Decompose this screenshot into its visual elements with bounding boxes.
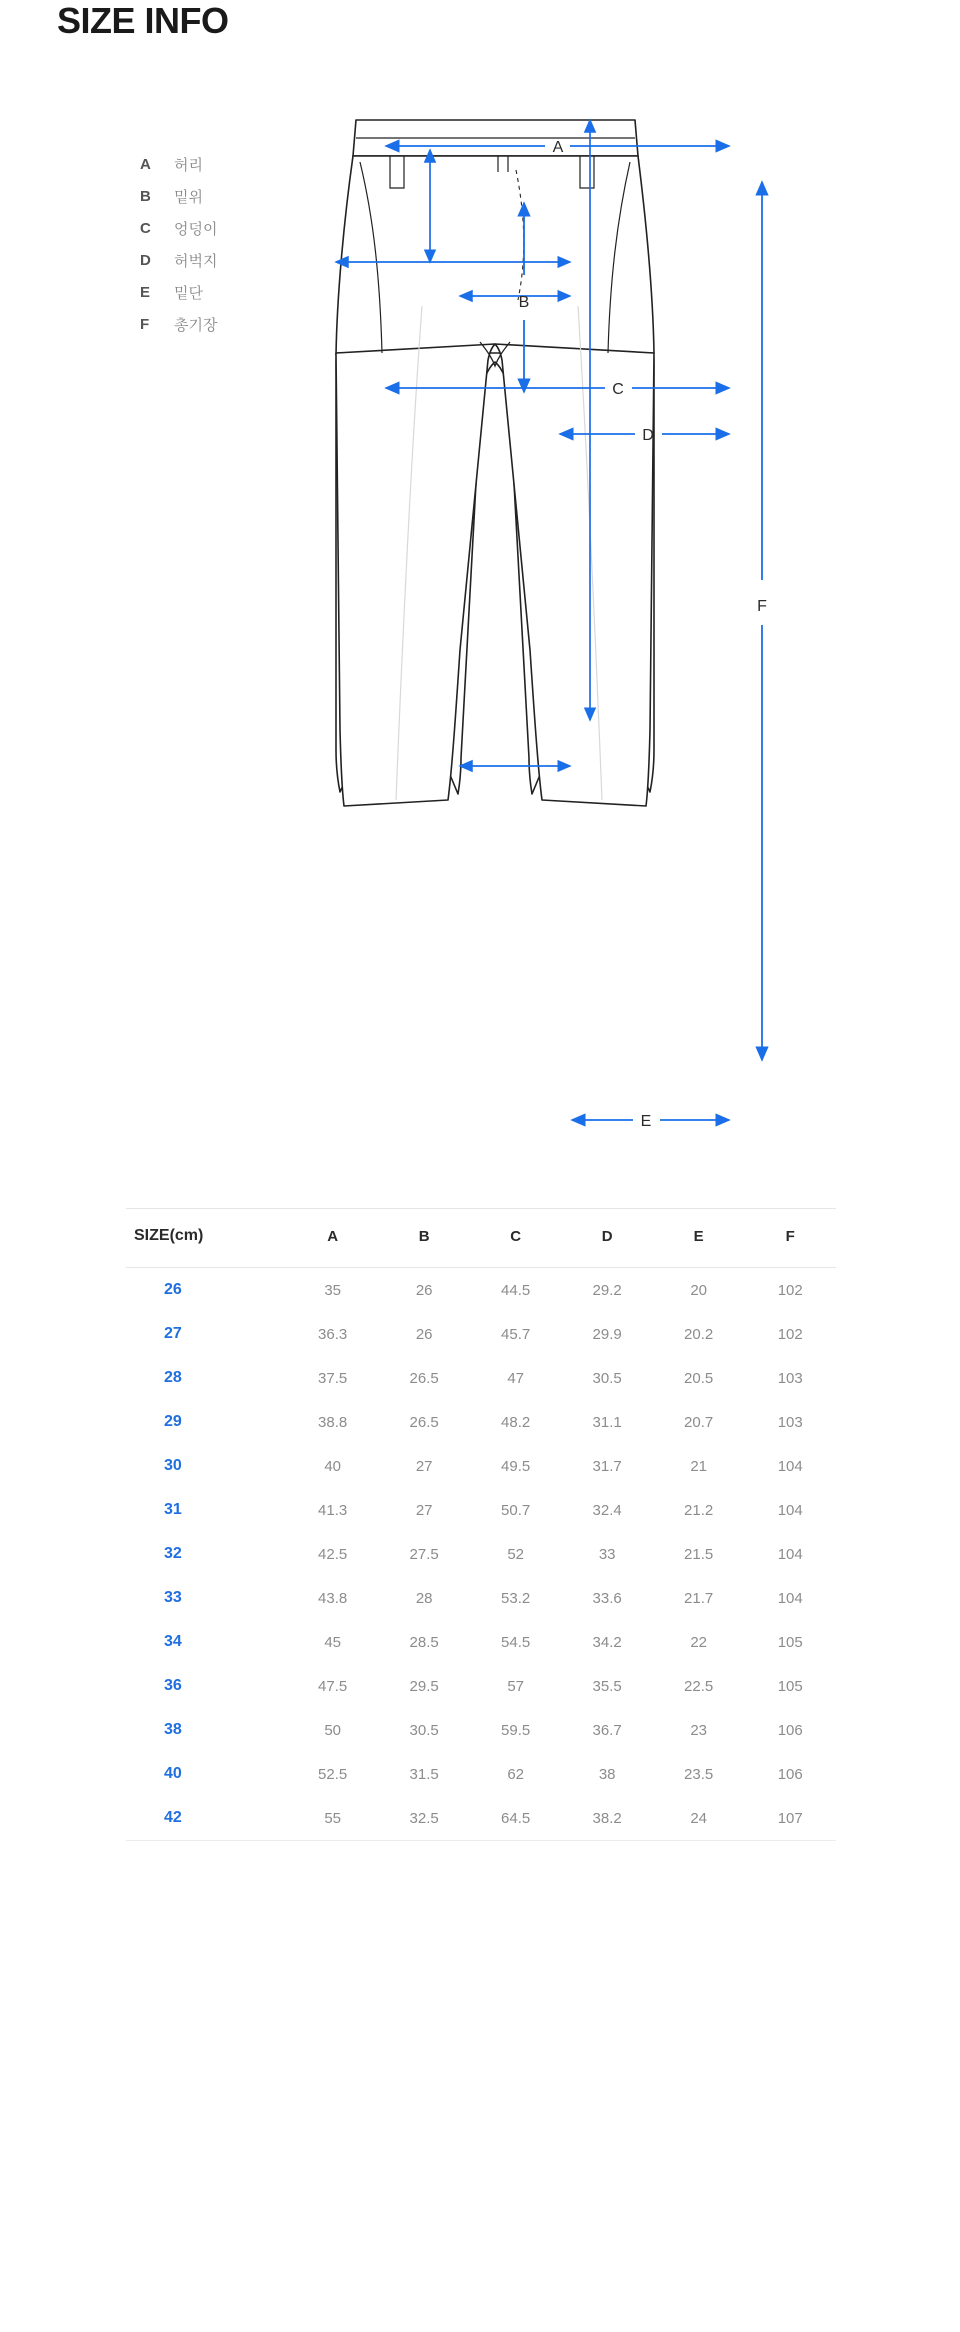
header-c: C [470,1209,562,1268]
header-d: D [561,1209,653,1268]
cell-b: 28 [415,1589,433,1607]
cell-a: 35 [324,1281,341,1299]
cell-f: 103 [777,1369,803,1387]
cell-d: 38 [598,1765,616,1783]
cell-b: 29.5 [409,1677,439,1695]
cell-f: 104 [777,1545,803,1563]
cell-c: 50.7 [501,1501,531,1519]
cell-size: 31 [164,1501,182,1518]
legend-label: 밑위 [174,188,203,206]
cell-size: 40 [164,1765,182,1782]
cell-e: 20.5 [684,1369,714,1387]
cell-b: 26.5 [409,1369,439,1387]
table-row [126,1356,836,1400]
cell-size: 34 [164,1633,182,1650]
legend-key: E [140,283,151,301]
cell-d: 33 [598,1545,616,1563]
cell-c: 64.5 [470,1796,562,1841]
cell-c: 59.5 [501,1721,531,1739]
cell-a: 41.3 [318,1501,348,1519]
cell-f: 107 [744,1796,836,1841]
cell-c: 57 [507,1677,524,1695]
cell-a: 36.3 [318,1325,348,1343]
cell-e: 20.2 [684,1325,714,1343]
cell-e: 21 [690,1457,707,1475]
cell-e: 20 [690,1281,707,1299]
label-c: C [612,381,624,398]
cell-a: 38.8 [318,1413,348,1431]
cell-size: 33 [164,1589,182,1606]
legend-key: A [140,155,151,173]
table-row [126,1796,836,1841]
cell-d: 34.2 [592,1633,622,1651]
cell-a: 45 [324,1633,341,1651]
legend-key: C [140,219,151,237]
table-row [126,1708,836,1752]
cell-d: 29.2 [592,1281,622,1299]
legend-label: 허리 [174,156,203,174]
cell-f: 104 [777,1589,803,1607]
cell-c: 62 [507,1765,524,1783]
cell-a: 43.8 [318,1589,348,1607]
legend-key: D [140,251,151,269]
cell-size: 30 [164,1457,182,1474]
cell-f: 102 [777,1325,803,1343]
cell-d: 31.1 [592,1413,622,1431]
cell-b: 32.5 [378,1796,470,1841]
label-d: D [642,427,654,444]
table-row [126,1488,836,1532]
cell-size: 29 [164,1413,182,1430]
cell-b: 27.5 [409,1545,439,1563]
legend-key: B [140,187,151,205]
table-row [126,1268,836,1313]
cell-d: 32.4 [592,1501,622,1519]
cell-a: 42.5 [318,1545,348,1563]
legend-label: 총기장 [174,316,218,334]
header-size: SIZE(cm) [126,1209,287,1268]
cell-d: 35.5 [592,1677,622,1695]
table-header-row [126,1209,836,1268]
cell-f: 102 [777,1281,803,1299]
cell-size: 38 [164,1721,182,1738]
cell-d: 31.7 [592,1457,622,1475]
cell-f: 105 [777,1677,803,1695]
cell-d: 36.7 [592,1721,622,1739]
header-f: F [744,1209,836,1268]
cell-a: 52.5 [318,1765,348,1783]
cell-f: 103 [777,1413,803,1431]
cell-b: 26 [415,1281,433,1299]
table-row [126,1400,836,1444]
header-a: A [287,1209,379,1268]
cell-e: 24 [653,1796,745,1841]
cell-e: 23.5 [684,1765,714,1783]
cell-c: 47 [507,1369,524,1387]
page-title: SIZE INFO [57,0,229,41]
table-row [126,1664,836,1708]
cell-b: 27 [415,1501,433,1519]
cell-e: 22.5 [684,1677,714,1695]
cell-c: 54.5 [501,1633,531,1651]
cell-c: 48.2 [501,1413,531,1431]
cell-size: 26 [164,1281,182,1298]
cell-size: 28 [164,1369,182,1386]
cell-a: 50 [324,1721,341,1739]
cell-b: 30.5 [409,1721,439,1739]
size-table [126,1208,836,1841]
legend-key: F [140,315,150,333]
table-row [126,1444,836,1488]
cell-e: 20.7 [684,1413,714,1431]
cell-a: 37.5 [318,1369,348,1387]
cell-a: 55 [287,1796,379,1841]
cell-c: 53.2 [501,1589,531,1607]
cell-size: 36 [164,1677,182,1694]
table-row [126,1312,836,1356]
cell-d: 33.6 [592,1589,622,1607]
cell-b: 31.5 [409,1765,439,1783]
cell-b: 27 [415,1457,433,1475]
cell-size: 27 [164,1325,182,1342]
cell-f: 104 [777,1501,803,1519]
header-b: B [378,1209,470,1268]
cell-size: 32 [164,1545,182,1562]
label-a: A [552,139,564,156]
cell-e: 21.7 [684,1589,714,1607]
table-row [126,1576,836,1620]
cell-c: 52 [507,1545,524,1563]
cell-d: 38.2 [561,1796,653,1841]
cell-size: 42 [126,1796,287,1841]
table-row [126,1620,836,1664]
cell-d: 29.9 [592,1325,622,1343]
cell-e: 21.5 [684,1545,714,1563]
cell-d: 30.5 [592,1369,622,1387]
cell-f: 105 [777,1633,803,1651]
cell-a: 47.5 [318,1677,348,1695]
cell-f: 106 [777,1721,803,1739]
cell-c: 44.5 [501,1281,531,1299]
cell-b: 28.5 [409,1633,439,1651]
cell-f: 106 [777,1765,803,1783]
table-row [126,1752,836,1796]
cell-a: 40 [324,1457,341,1475]
cell-e: 22 [690,1633,707,1651]
table-row [126,1532,836,1576]
cell-b: 26 [415,1325,433,1343]
cell-c: 45.7 [501,1325,531,1343]
legend-label: 밑단 [174,284,203,302]
cell-f: 104 [777,1457,803,1475]
label-f: F [757,598,767,615]
legend-label: 엉덩이 [174,220,218,238]
label-e: E [640,1113,652,1130]
cell-e: 23 [690,1721,707,1739]
label-b: B [518,294,530,311]
legend-label: 허벅지 [174,252,218,270]
cell-e: 21.2 [684,1501,714,1519]
cell-b: 26.5 [409,1413,439,1431]
header-e: E [653,1209,745,1268]
cell-c: 49.5 [501,1457,531,1475]
dimension-overlay [250,110,710,1180]
